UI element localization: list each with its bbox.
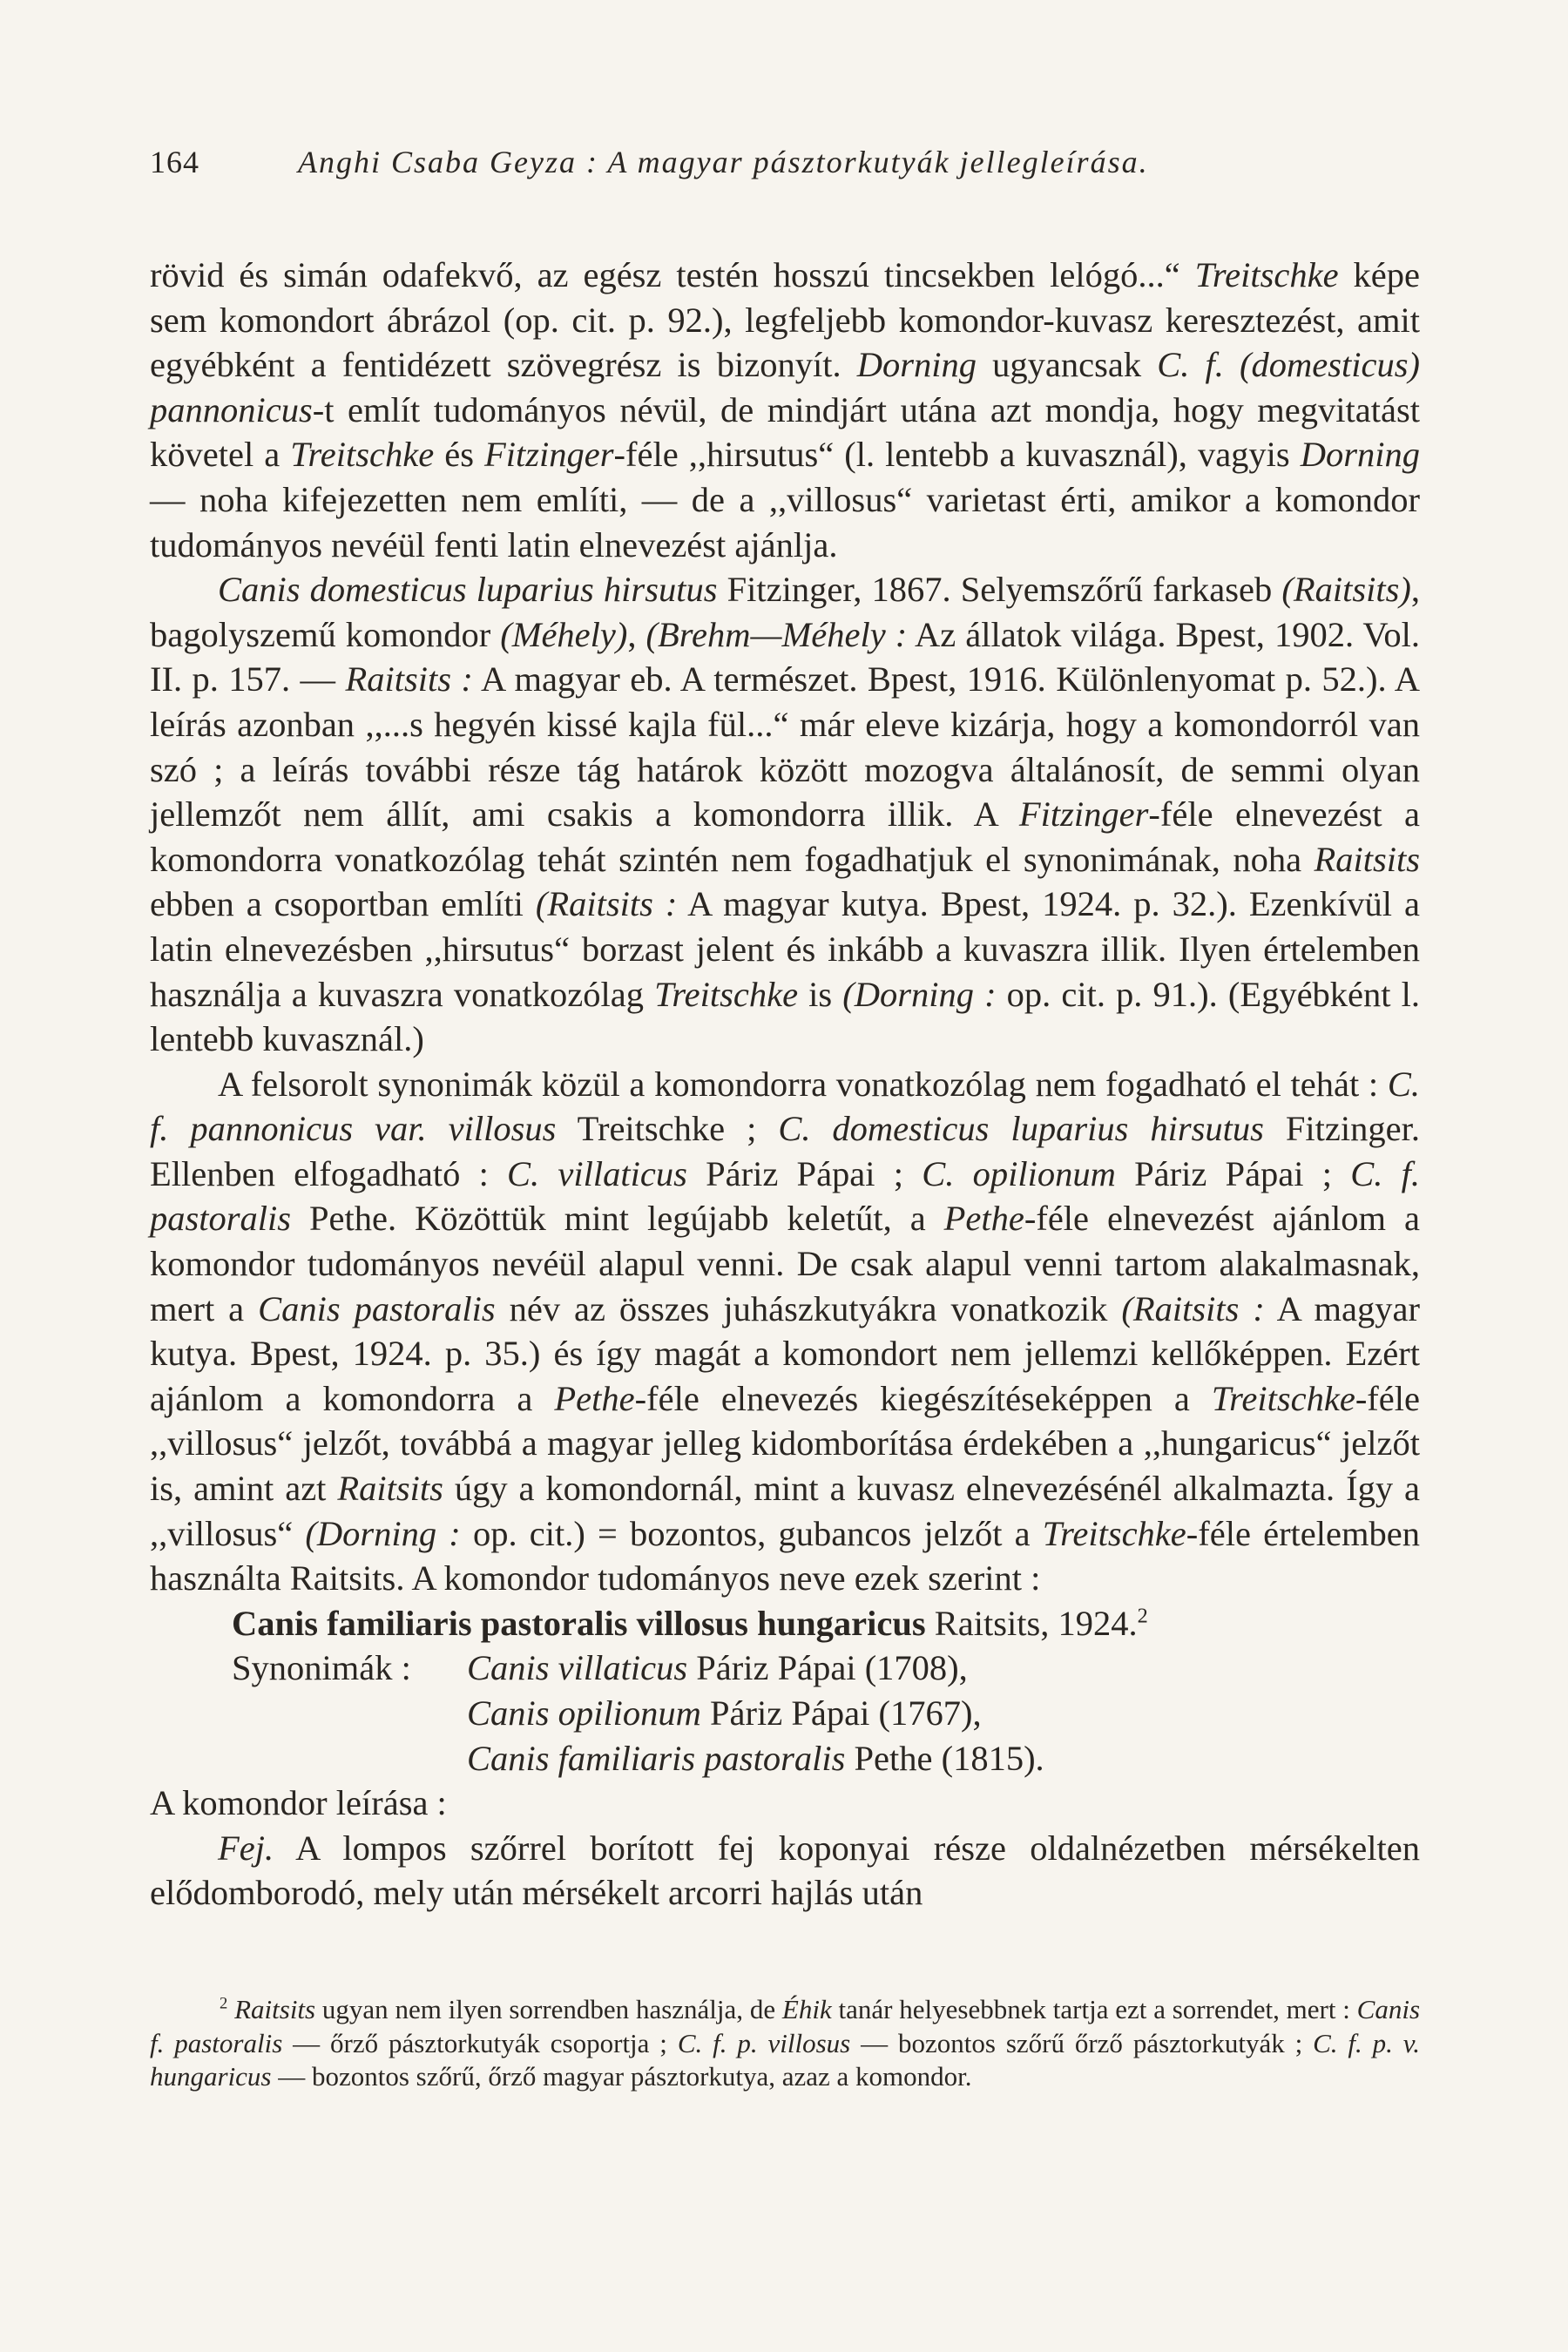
section-label: Fej. (218, 1828, 274, 1868)
italic-name: C. domesticus luparius hirsutus (778, 1109, 1264, 1149)
italic-name: C. f. (domesticus) pannonicus (150, 345, 1420, 429)
text-run: Fitzinger. Ellenben elfogadható : (150, 1109, 1420, 1193)
text-run: -féle elnevezést ajánlom a komondor tudományos nevéül alapul venni. De csak alapul venni tartom alakalmasnak, mert a (150, 1199, 1420, 1328)
italic-name: C. f. pannonicus var. villosus (150, 1064, 1420, 1149)
italic-name: (Dorning : (842, 974, 997, 1014)
italic-name: Canis pastoralis (258, 1288, 496, 1328)
text-run: — bozontos szőrű, őrző magyar pásztorkutya, azaz a komondor. (271, 2061, 972, 2092)
italic-name: (Raitsits) (1281, 570, 1411, 610)
italic-name: C. f. p. villosus (677, 2027, 851, 2058)
text-run: ugyan nem ilyen sorrendben használja, de (315, 1994, 782, 2024)
scientific-name-line (150, 1601, 1420, 1646)
text-run: ugyancsak (976, 345, 1158, 385)
text-run: A felsorolt synonimák közül a komondorra vonatkozólag nem fogadható el tehát : (218, 1064, 1388, 1104)
scientific-name: Canis familiaris pastoralis villosus hungaricus (232, 1603, 926, 1643)
running-title: Anghi Csaba Geyza : A magyar pásztorkutyák jellegleírása. (298, 145, 1149, 179)
text-run: A magyar kutya. Bpest, 1924. p. 32.). Ezenkívül a latin elnevezésben ,,hirsutus“ borzast jelent és inkább a kuvaszra illik. Ilyen értelemben használja a kuvaszra vonatkozólag (150, 884, 1420, 1014)
text-run: ebben a csoportban említi (150, 884, 536, 924)
text-run: -féle ,,villosus“ jelzőt, továbbá a magyar jelleg kidomborítása érdekében a ,,hungaricus“ jelzőt is, amint azt (150, 1378, 1420, 1509)
synonym-entry (150, 1691, 1420, 1736)
text-run: is (798, 974, 843, 1014)
paragraph-4 (150, 1826, 1420, 1916)
text-run: — bozontos szőrű őrző pásztorkutyák ; (850, 2027, 1314, 2058)
italic-name: Canis f. pastoralis (150, 1994, 1421, 2058)
text-run: -féle elnevezés kiegészítéseképpen a (634, 1378, 1212, 1418)
text-run: -féle értelemben használta Raitsits. A komondor tudományos neve ezek szerint : (150, 1513, 1420, 1598)
synonym-author: Pethe (1815). (845, 1738, 1044, 1778)
text-run: A magyar eb. A természet. Bpest, 1916. Különlenyomat p. 52.). A leírás azonban ,,...s hegyén kissé kajla fül...“ már eleve kizárja, hogy a komondorról van szó ; a leírás további része tág határok között mozogva általánosít, de semmi olyan jellemzőt nem állít, ami csakis a komondorra illik. A (150, 659, 1420, 835)
italic-name: Treitschke (1194, 255, 1339, 294)
text-run: Treitschke ; (556, 1109, 779, 1149)
synonyms-label: Synonimák : (232, 1648, 411, 1688)
italic-name: Éhik (781, 1994, 832, 2024)
text-run: op. cit.) = bozontos, gubancos jelzőt a (460, 1513, 1043, 1553)
italic-name: Treitschke (1042, 1513, 1186, 1553)
text-run: Az állatok világa. Bpest, 1902. Vol. II. p. 157. — (150, 614, 1421, 700)
text-run: -féle elnevezést a komondorra vonatkozólag tehát szintén nem fogadhatjuk el synonimának, noha (150, 794, 1420, 879)
italic-name: (Raitsits : (1121, 1288, 1265, 1328)
synonym-latin: Canis villaticus (467, 1648, 688, 1688)
synonym-row (150, 1646, 1420, 1691)
text-run: úgy a komondornál, mint a kuvasz elnevezésénél alkalmazta. Így a ,,villosus“ (150, 1469, 1420, 1553)
page-number: 164 (150, 145, 199, 179)
footnote-number: 2 (220, 1994, 228, 2013)
text-run: , (627, 614, 646, 654)
italic-name: Treitschke (1211, 1378, 1355, 1418)
italic-name: C. opilionum (922, 1153, 1116, 1193)
text-run: Páriz Pápai ; (686, 1153, 923, 1193)
running-head (150, 144, 1422, 180)
italic-name: Fitzinger (484, 435, 614, 475)
italic-name: (Brehm—Méhely : (645, 614, 908, 654)
text-run: rövid és simán odafekvő, az egész testén hosszú tincsekben lelógó...“ (150, 255, 1195, 294)
author-year: Raitsits, 1924. (925, 1603, 1138, 1643)
synonym-entry (467, 1646, 968, 1691)
italic-name: Dorning (856, 345, 977, 385)
main-text (150, 253, 1420, 1916)
italic-name: Raitsits (227, 1994, 316, 2024)
text-run: tanár helyesebbnek tartja ezt a sorrendet, mert : (831, 1994, 1357, 2024)
text-run: op. cit. p. 91.). (Egyébként l. lentebb kuvasznál.) (150, 974, 1420, 1059)
italic-name: (Dorning : (305, 1513, 461, 1553)
italic-name: (Méhely) (500, 614, 628, 654)
synonym-latin: Canis familiaris pastoralis (467, 1738, 846, 1778)
description-heading: A komondor leírása : (150, 1783, 447, 1823)
paragraph-1 (150, 253, 1420, 567)
footnote (150, 1993, 1420, 2094)
italic-name: Raitsits : (345, 659, 473, 700)
footnote-marker: 2 (1137, 1604, 1148, 1628)
italic-name: Fitzinger (1018, 794, 1149, 835)
italic-name: Pethe (943, 1199, 1024, 1239)
italic-name: (Raitsits : (535, 884, 678, 924)
text-run: Pethe. Közöttük mint legújabb keletűt, a (291, 1199, 944, 1239)
text-run: A magyar kutya. Bpest, 1924. p. 35.) és így magát a komondort nem jellemzi kellőképpen. Ezért ajánlom a komondorra a (150, 1288, 1420, 1418)
paragraph-2 (150, 567, 1420, 1062)
text-run: Páriz Pápai ; (1115, 1153, 1351, 1193)
text-run: név az összes juhászkutyákra vonatkozik (495, 1288, 1122, 1328)
italic-name: C. f. p. v. hungaricus (150, 2027, 1420, 2092)
italic-name: Raitsits (337, 1469, 443, 1509)
italic-name: C. villaticus (507, 1153, 687, 1193)
text-run: Fitzinger, 1867. Selyemszőrű farkaseb (717, 570, 1282, 610)
paragraph-3 (150, 1062, 1420, 1601)
text-run: -t említ tudományos névül, de mindjárt utána azt mondja, hogy megvitatást követel a (150, 389, 1420, 475)
italic-name: Canis domesticus luparius hirsutus (218, 570, 718, 610)
text-run: , bagolyszemű komondor (150, 570, 1420, 654)
text-run: és (434, 435, 485, 475)
synonym-entry (150, 1736, 1420, 1781)
synonym-author: Páriz Pápai (1767), (700, 1693, 982, 1733)
italic-name: Treitschke (654, 974, 799, 1014)
italic-name: Dorning (1300, 435, 1420, 475)
italic-name: Raitsits (1314, 839, 1420, 879)
text-run: — noha kifejezetten nem említi, — de a ,,villosus“ varietast érti, amikor a komondor tudományos nevéül fenti latin elnevezést ajánlja. (150, 479, 1420, 564)
synonym-author: Páriz Pápai (1708), (687, 1648, 968, 1688)
text-run: képe sem komondort ábrázol (op. cit. p. 92.), legfeljebb komondor-kuvasz keresztezést, amit egyébként a fentidézett szövegrész is bizonyít. (150, 255, 1420, 385)
italic-name: C. f. pastoralis (150, 1153, 1420, 1239)
text-run: A lompos szőrrel borított fej koponyai része oldalnézetben mérsékelten elődomborodó, mely után mérsékelt arcorri hajlás után (150, 1828, 1420, 1913)
italic-name: Pethe (554, 1378, 635, 1418)
text-run: -féle ,,hirsutus“ (l. lentebb a kuvasznál), vagyis (613, 435, 1301, 475)
synonym-latin: Canis opilionum (467, 1693, 701, 1733)
text-run: — őrző pásztorkutyák csoportja ; (282, 2027, 678, 2058)
italic-name: Treitschke (290, 435, 435, 475)
